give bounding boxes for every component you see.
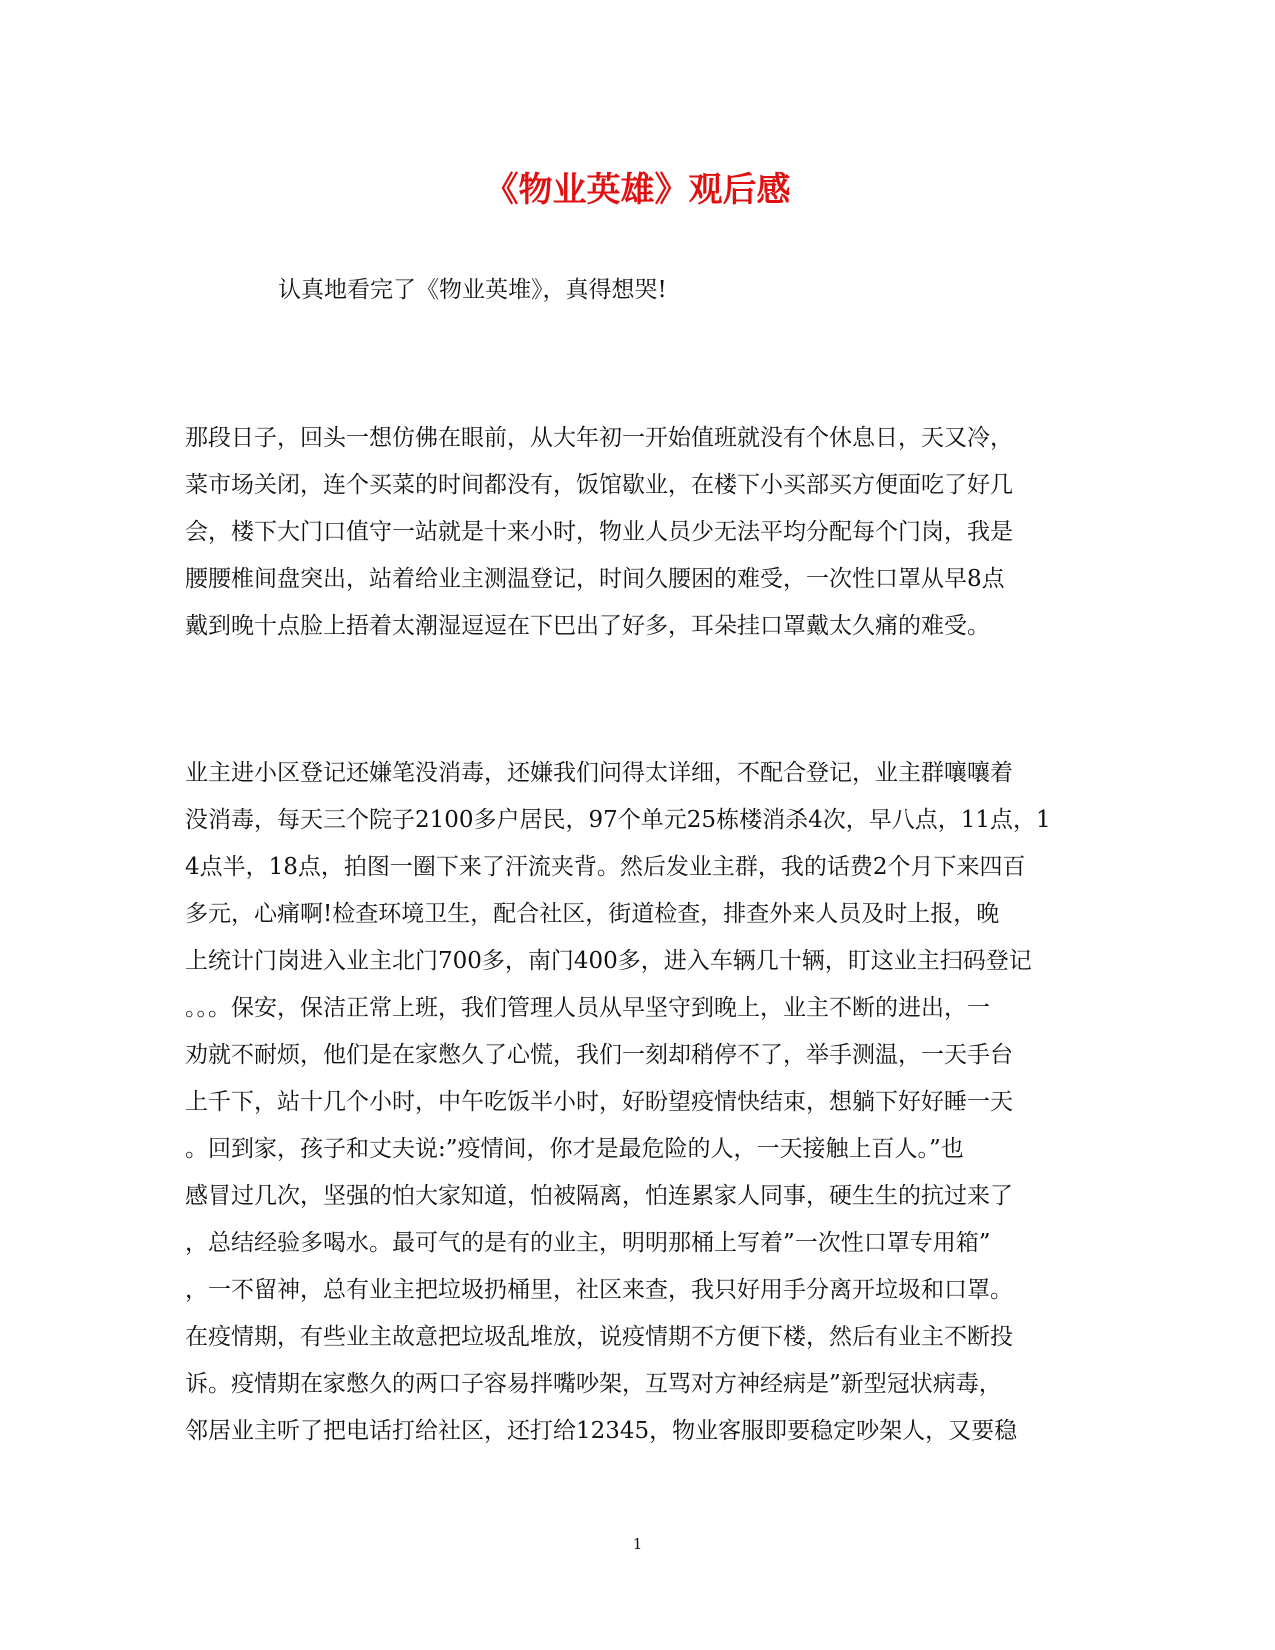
body-paragraph-2 [185,750,1095,1455]
paragraph-line: 邻居业主听了把电话打给社区，还打给12345，物业客服即要稳定吵架人，又要稳 [185,1418,1018,1444]
paragraph-line: 上千下，站十几个小时，中午吃饭半小时，好盼望疫情快结束，想躺下好好睡一天 [185,1089,1013,1115]
paragraph-line: 腰腰椎间盘突出，站着给业主测温登记，时间久腰困的难受，一次性口罩从早8点 [185,566,1005,592]
paragraph-line: 业主进小区登记还嫌笔没消毒，还嫌我们问得太详细，不配合登记，业主群嚷嚷着 [185,760,1013,786]
paragraph-line: 。。。保安，保洁正常上班，我们管理人员从早坚守到晚上，业主不断的进出，一 [185,995,990,1021]
paragraph-line: 感冒过几次，坚强的怕大家知道，怕被隔离，怕连累家人同事，硬生生的抗过来了 [185,1183,1013,1209]
paragraph-line: ，总结经验多喝水。最可气的是有的业主，明明那桶上写着”一次性口罩专用箱” [185,1230,991,1256]
paragraph-line: 多元，心痛啊!检查环境卫生，配合社区，街道检查，排查外来人员及时上报，晚 [185,901,1000,927]
paragraph-line: 4点半，18点，拍图一圈下来了汗流夹背。然后发业主群，我的话费2个月下来四百 [185,854,1026,880]
paragraph-line: 菜市场关闭，连个买菜的时间都没有，饭馆歇业，在楼下小买部买方便面吃了好几 [185,472,1013,498]
page-title: 《物业英雄》观后感 [484,170,791,210]
paragraph-line: 那段日子，回头一想仿佛在眼前，从大年初一开始值班就没有个休息日，天又冷， [185,425,1013,451]
paragraph-line: ，一不留神，总有业主把垃圾扔桶里，社区来查，我只好用手分离开垃圾和口罩。 [185,1277,1013,1303]
paragraph-line: 会，楼下大门口值守一站就是十来小时，物业人员少无法平均分配每个门岗，我是 [185,519,1013,545]
paragraph-line: 。回到家，孩子和丈夫说:”疫情间，你才是最危险的人，一天接触上百人。”也 [185,1136,964,1162]
paragraph-line: 上统计门岗进入业主北门700多，南门400多，进入车辆几十辆，盯这业主扫码登记 [185,948,1032,974]
paragraph-line: 在疫情期，有些业主故意把垃圾乱堆放，说疫情期不方便下楼，然后有业主不断投 [185,1324,1013,1350]
body-paragraph-1 [185,415,1095,650]
paragraph-line: 没消毒，每天三个院子2100多户居民，97个单元25栋楼消杀4次，早八点，11点，1 [185,807,1051,833]
paragraph-line: 诉。疫情期在家憋久的两口子容易拌嘴吵架，互骂对方神经病是”新型冠状病毒， [185,1371,1002,1397]
page-number: 1 [632,1535,643,1553]
intro-sentence: 认真地看完了《物业英堆》，真得想哭! [278,277,667,303]
paragraph-line: 劝就不耐烦，他们是在家憋久了心慌，我们一刻却稍停不了，举手测温，一天手台 [185,1042,1013,1068]
paragraph-line: 戴到晚十点脸上捂着太潮湿逗逗在下巴出了好多，耳朵挂口罩戴太久痛的难受。 [185,613,990,639]
